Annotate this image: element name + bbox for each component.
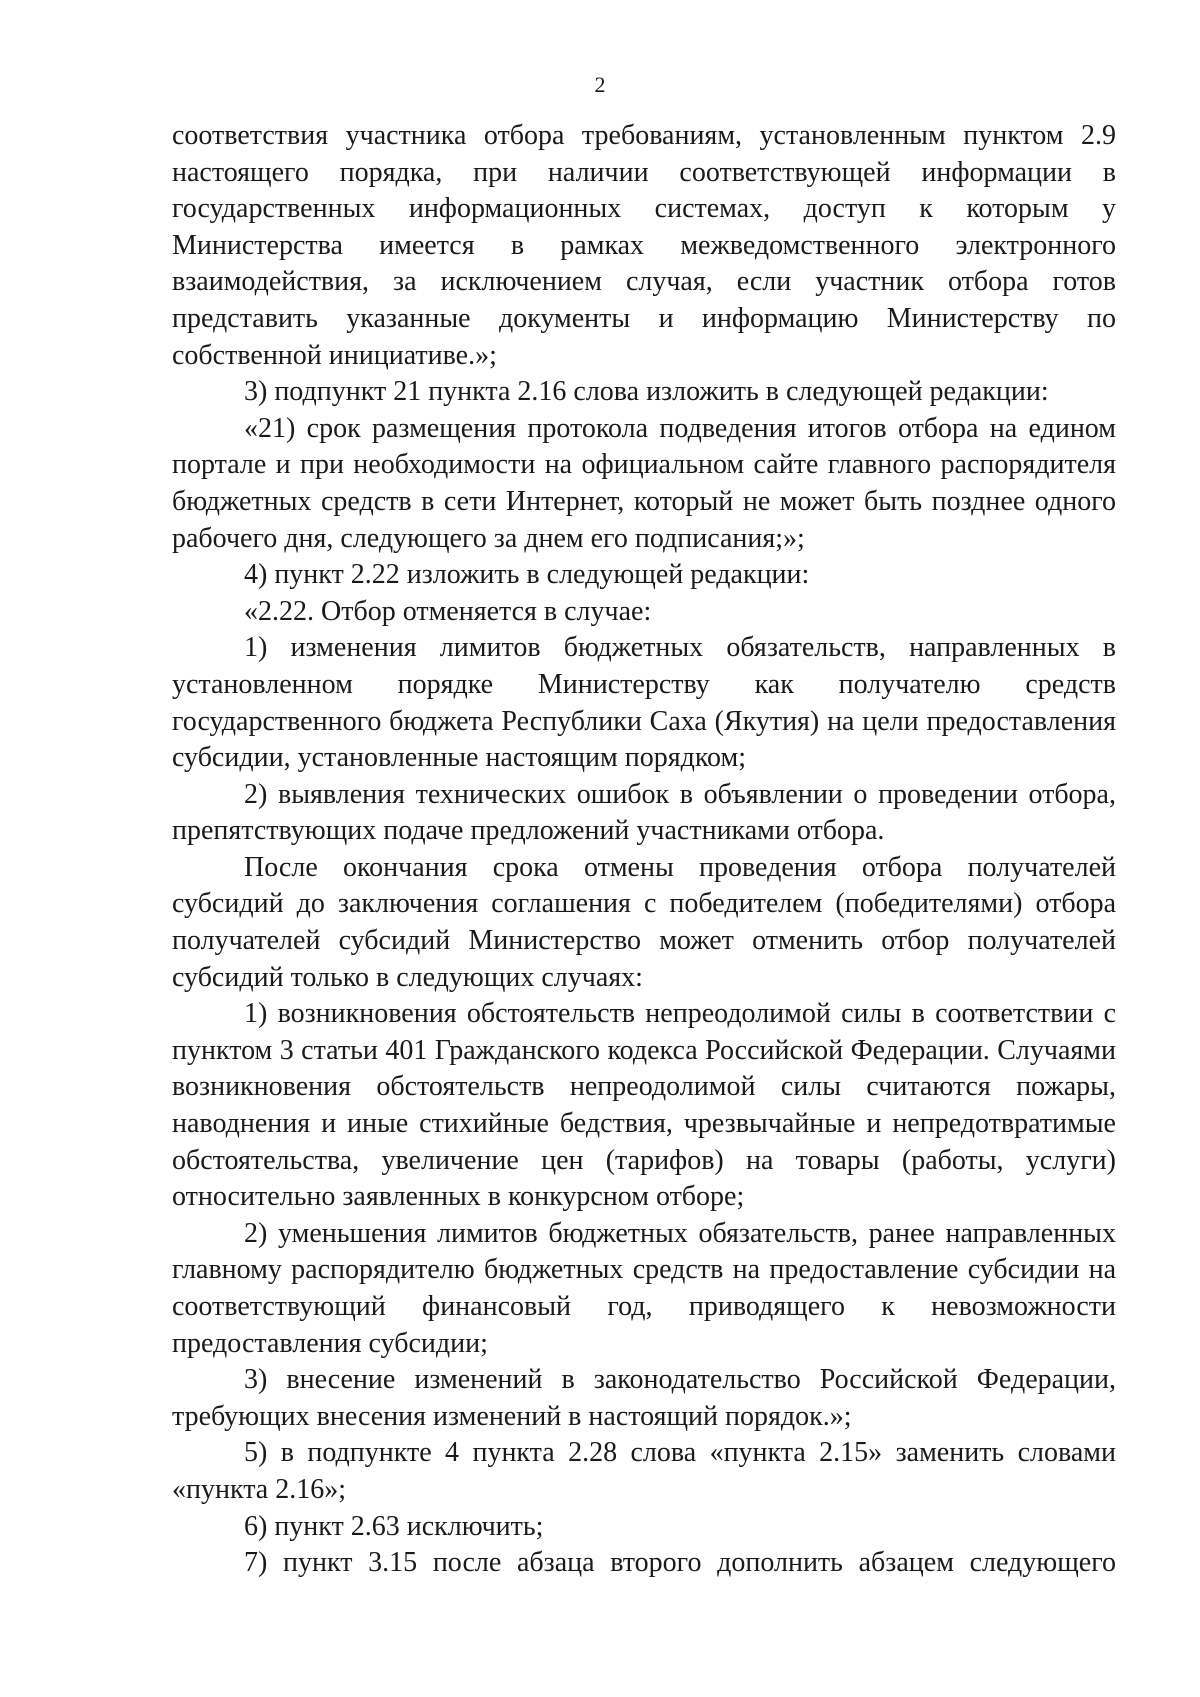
document-body [172,118,1116,1582]
paragraph-case-2: 2) уменьшения лимитов бюджетных обязательств, ранее направленных главному распорядителю бюджетных средств на предоставление субсидии на соответствующий финансовый год, приводящего к невозможности предоставления субсидии; [172,1217,1116,1359]
paragraph-case-3: 3) внесение изменений в законодательство Российской Федерации, требующих внесения изменений в настоящий порядок.»; [172,1364,1116,1432]
paragraph-quote-2-22: «2.22. Отбор отменяется в случае: [244,595,652,627]
page-number: 2 [594,72,606,97]
paragraph-case-1: 1) возникновения обстоятельств непреодолимой силы в соответствии с пунктом 3 статьи 401 Гражданского кодекса Российской Федерации. Случаями возникновения обстоятельств непреодолимой силы считаются пожары, наводнения и иные стихийные бедствия, чрезвычайные и непредотвратимые обстоятельства, увеличение цен (тарифов) на товары (работы, услуги) относительно заявленных в конкурсном отборе; [172,998,1116,1213]
paragraph-item-4: 4) пункт 2.22 изложить в следующей редакции: [244,559,810,591]
paragraph-quote-21: «21) срок размещения протокола подведения итогов отбора на едином портале и при необходимости на официальном сайте главного распорядителя бюджетных средств в сети Интернет, который не может быть позднее одного рабочего дня, следующего за днем его подписания;»; [172,412,1116,554]
paragraph-item-7: 7) пункт 3.15 после абзаца второго дополнить абзацем следующего [244,1547,1116,1579]
paragraph-item-6: 6) пункт 2.63 исключить; [244,1510,544,1542]
paragraph-subitem-1: 1) изменения лимитов бюджетных обязательств, направленных в установленном порядке Министерству как получателю средств государственного бюджета Республики Саха (Якутия) на цели предоставления субсидии, установленные настоящим порядком; [172,632,1116,774]
paragraph-continuation: соответствия участника отбора требованиям, установленным пунктом 2.9 настоящего порядка, при наличии соответствующей информации в государственных информационных системах, доступ к которым у Министерства имеется в рамках межведомственного электронного взаимодействия, за исключением случая, если участник отбора готов представить указанные документы и информацию Министерству по собственной инициативе.»; [172,120,1116,371]
paragraph-item-5: 5) в подпункте 4 пункта 2.28 слова «пункта 2.15» заменить словами «пункта 2.16»; [172,1437,1116,1505]
paragraph-item-3: 3) подпункт 21 пункта 2.16 слова изложить в следующей редакции: [244,376,1049,408]
paragraph-subitem-2: 2) выявления технических ошибок в объявлении о проведении отбора, препятствующих подаче предложений участниками отбора. [172,778,1116,847]
paragraph-after-deadline: После окончания срока отмены проведения отбора получателей субсидий до заключения соглашения с победителем (победителями) отбора получателей субсидий Министерство может отменить отбор получателей субсидий только в следующих случаях: [172,851,1116,993]
